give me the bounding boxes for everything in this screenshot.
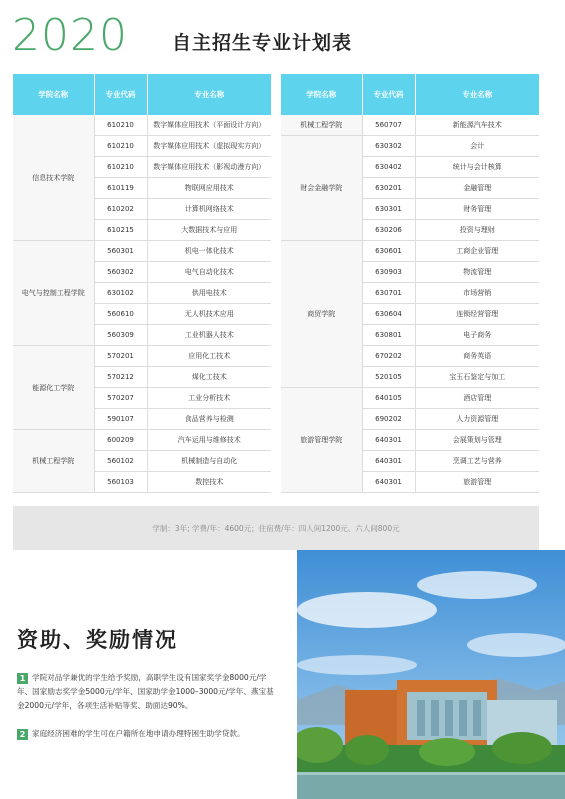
note-text: 家庭经济困难的学生可在户籍所在地申请办理特困生助学贷款。: [32, 729, 245, 738]
major-name-cell: 数字媒体应用技术（虚拟现实方向）: [147, 136, 271, 157]
major-code-cell: 560103: [94, 472, 147, 493]
school-name-cell: 旅游管理学院: [281, 388, 362, 493]
major-name-cell: 人力资源管理: [415, 409, 539, 430]
major-name-cell: 汽车运用与维修技术: [147, 430, 271, 451]
page-title: 自主招生专业计划表: [172, 32, 353, 54]
major-code-cell: 610210: [94, 115, 147, 136]
table-row: [13, 346, 271, 367]
major-code-cell: 610210: [94, 157, 147, 178]
major-name-cell: 酒店管理: [415, 388, 539, 409]
table-row: [281, 136, 539, 157]
fees-text: 学制：3年; 学费/年：4600元；住宿费/年：四人间1200元、六人间800元: [152, 523, 400, 533]
major-code-cell: 560102: [94, 451, 147, 472]
table-row: [281, 241, 539, 262]
major-code-cell: 560610: [94, 304, 147, 325]
major-code-cell: 600209: [94, 430, 147, 451]
major-code-cell: 630701: [362, 283, 415, 304]
major-code-cell: 640301: [362, 472, 415, 493]
major-name-cell: 宝玉石鉴定与加工: [415, 367, 539, 388]
major-name-cell: 会展策划与管理: [415, 430, 539, 451]
major-code-cell: 560707: [362, 115, 415, 136]
note-text: 学院对品学兼优的学生给予奖励，高职学生设有国家奖学金8000元/学年、国家励志奖学金5000元/学年、国家助学金1000–3000元/学年、燕宝基金2000元/学年，各项生活补贴等奖、助面达90%。: [17, 673, 274, 710]
major-code-cell: 630102: [94, 283, 147, 304]
major-name-cell: 投资与理财: [415, 220, 539, 241]
plan-table-right: [281, 74, 539, 493]
col-header-code: 专业代码: [94, 74, 147, 115]
support-note-1: [17, 671, 279, 713]
major-name-cell: 计算机网络技术: [147, 199, 271, 220]
major-name-cell: 旅游管理: [415, 472, 539, 493]
school-name-cell: 机械工程学院: [13, 430, 94, 493]
school-name-cell: 能源化工学院: [13, 346, 94, 430]
major-code-cell: 590107: [94, 409, 147, 430]
major-name-cell: 应用化工技术: [147, 346, 271, 367]
major-name-cell: 食品营养与检测: [147, 409, 271, 430]
school-name-cell: 财会金融学院: [281, 136, 362, 241]
major-name-cell: 电子商务: [415, 325, 539, 346]
major-code-cell: 670202: [362, 346, 415, 367]
major-code-cell: 560302: [94, 262, 147, 283]
major-code-cell: 630302: [362, 136, 415, 157]
major-code-cell: 610202: [94, 199, 147, 220]
major-code-cell: 560309: [94, 325, 147, 346]
major-name-cell: 供用电技术: [147, 283, 271, 304]
major-name-cell: 财务管理: [415, 199, 539, 220]
major-code-cell: 630201: [362, 178, 415, 199]
major-name-cell: 大数据技术与应用: [147, 220, 271, 241]
major-code-cell: 610215: [94, 220, 147, 241]
major-code-cell: 570212: [94, 367, 147, 388]
major-name-cell: 金融管理: [415, 178, 539, 199]
major-name-cell: 物流管理: [415, 262, 539, 283]
major-code-cell: 690202: [362, 409, 415, 430]
table-row: [281, 115, 539, 136]
table-row: [13, 241, 271, 262]
major-code-cell: 630601: [362, 241, 415, 262]
major-name-cell: 机械制造与自动化: [147, 451, 271, 472]
table-row: [13, 430, 271, 451]
major-code-cell: 570201: [94, 346, 147, 367]
major-code-cell: 610210: [94, 136, 147, 157]
school-name-cell: 电气与控制工程学院: [13, 241, 94, 346]
support-note-2: [17, 727, 279, 741]
major-name-cell: 数字媒体应用技术（影视动漫方向）: [147, 157, 271, 178]
major-code-cell: 520105: [362, 367, 415, 388]
major-name-cell: 无人机技术应用: [147, 304, 271, 325]
school-name-cell: 信息技术学院: [13, 115, 94, 241]
major-code-cell: 560301: [94, 241, 147, 262]
major-name-cell: 煤化工技术: [147, 367, 271, 388]
major-code-cell: 640301: [362, 451, 415, 472]
col-header-major: 专业名称: [147, 74, 271, 115]
school-name-cell: 商贸学院: [281, 241, 362, 388]
table-header-row: [13, 74, 271, 115]
note-number-badge: 1: [17, 673, 28, 684]
school-name-cell: 机械工程学院: [281, 115, 362, 136]
major-name-cell: 连锁经营管理: [415, 304, 539, 325]
col-header-major: 专业名称: [415, 74, 539, 115]
col-header-school: 学院名称: [281, 74, 362, 115]
major-name-cell: 物联网应用技术: [147, 178, 271, 199]
major-name-cell: 电气自动化技术: [147, 262, 271, 283]
major-code-cell: 630604: [362, 304, 415, 325]
major-name-cell: 市场营销: [415, 283, 539, 304]
major-name-cell: 机电一体化技术: [147, 241, 271, 262]
note-number-badge: 2: [17, 729, 28, 740]
plan-table-left: [13, 74, 271, 493]
major-code-cell: 610119: [94, 178, 147, 199]
support-title: 资助、奖励情况: [17, 628, 178, 652]
major-name-cell: 数字媒体应用技术（平面设计方向）: [147, 115, 271, 136]
major-name-cell: 烹调工艺与营养: [415, 451, 539, 472]
fees-band: [13, 506, 539, 550]
major-name-cell: 新能源汽车技术: [415, 115, 539, 136]
table-row: [281, 388, 539, 409]
campus-photo: [297, 550, 565, 799]
major-name-cell: 商务英语: [415, 346, 539, 367]
major-code-cell: 630206: [362, 220, 415, 241]
major-code-cell: 630301: [362, 199, 415, 220]
table-header-row: [281, 74, 539, 115]
major-code-cell: 640105: [362, 388, 415, 409]
major-name-cell: 数控技术: [147, 472, 271, 493]
major-name-cell: 工业分析技术: [147, 388, 271, 409]
year-heading: 2020: [12, 10, 128, 61]
table-row: [13, 115, 271, 136]
major-code-cell: 630402: [362, 157, 415, 178]
major-code-cell: 640301: [362, 430, 415, 451]
col-header-code: 专业代码: [362, 74, 415, 115]
major-code-cell: 630903: [362, 262, 415, 283]
major-code-cell: 630801: [362, 325, 415, 346]
major-name-cell: 工业机器人技术: [147, 325, 271, 346]
col-header-school: 学院名称: [13, 74, 94, 115]
major-name-cell: 会计: [415, 136, 539, 157]
major-name-cell: 统计与会计核算: [415, 157, 539, 178]
major-code-cell: 570207: [94, 388, 147, 409]
major-name-cell: 工商企业管理: [415, 241, 539, 262]
